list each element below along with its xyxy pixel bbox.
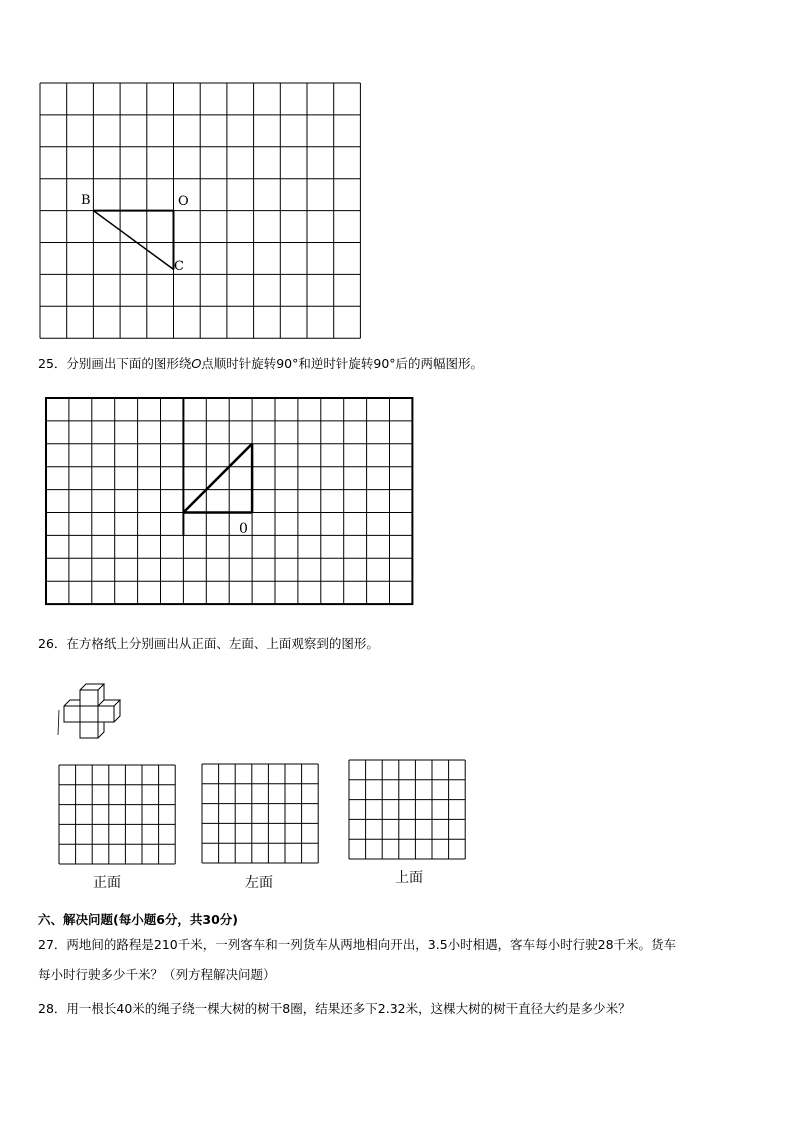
question-25: 25．分别画出下面的图形绕𝑂点顺时针旋转90°和逆时针旋转90°后的两幅图形。	[38, 356, 484, 371]
section-6-title: 六、解决问题(每小题6分，共30分)	[38, 912, 239, 927]
point-b-label: B	[81, 193, 91, 208]
question-27-line-1: 27．两地间的路程是210千米，一列客车和一列货车从两地相向开出，3.5小时相遇，客车每小时行驶28千米。货车	[38, 937, 677, 952]
left-view-label: 左面	[245, 875, 273, 891]
point-c-label: C	[174, 259, 184, 274]
question-27-line-2: 每小时行驶多少千米？（列方程解决问题）	[38, 967, 276, 982]
question-26: 26．在方格纸上分别画出从正面、左面、上面观察到的图形。	[38, 636, 379, 651]
front-view-grid	[59, 765, 176, 865]
left-view-grid	[202, 764, 319, 864]
front-view-label: 正面	[93, 875, 121, 891]
point-o-label: O	[178, 194, 189, 209]
top-view-label: 上面	[395, 870, 423, 886]
point-o-label-2: 0	[239, 521, 248, 537]
question-28: 28．用一根长40米的绳子绕一棵大树的树干8圈，结果还多下2.32米，这棵大树的树干直径大约是多少米？	[38, 1001, 631, 1016]
grid-1	[40, 83, 362, 339]
cube-stack-figure	[56, 680, 126, 740]
grid-2	[46, 398, 413, 606]
top-view-grid	[349, 760, 466, 860]
